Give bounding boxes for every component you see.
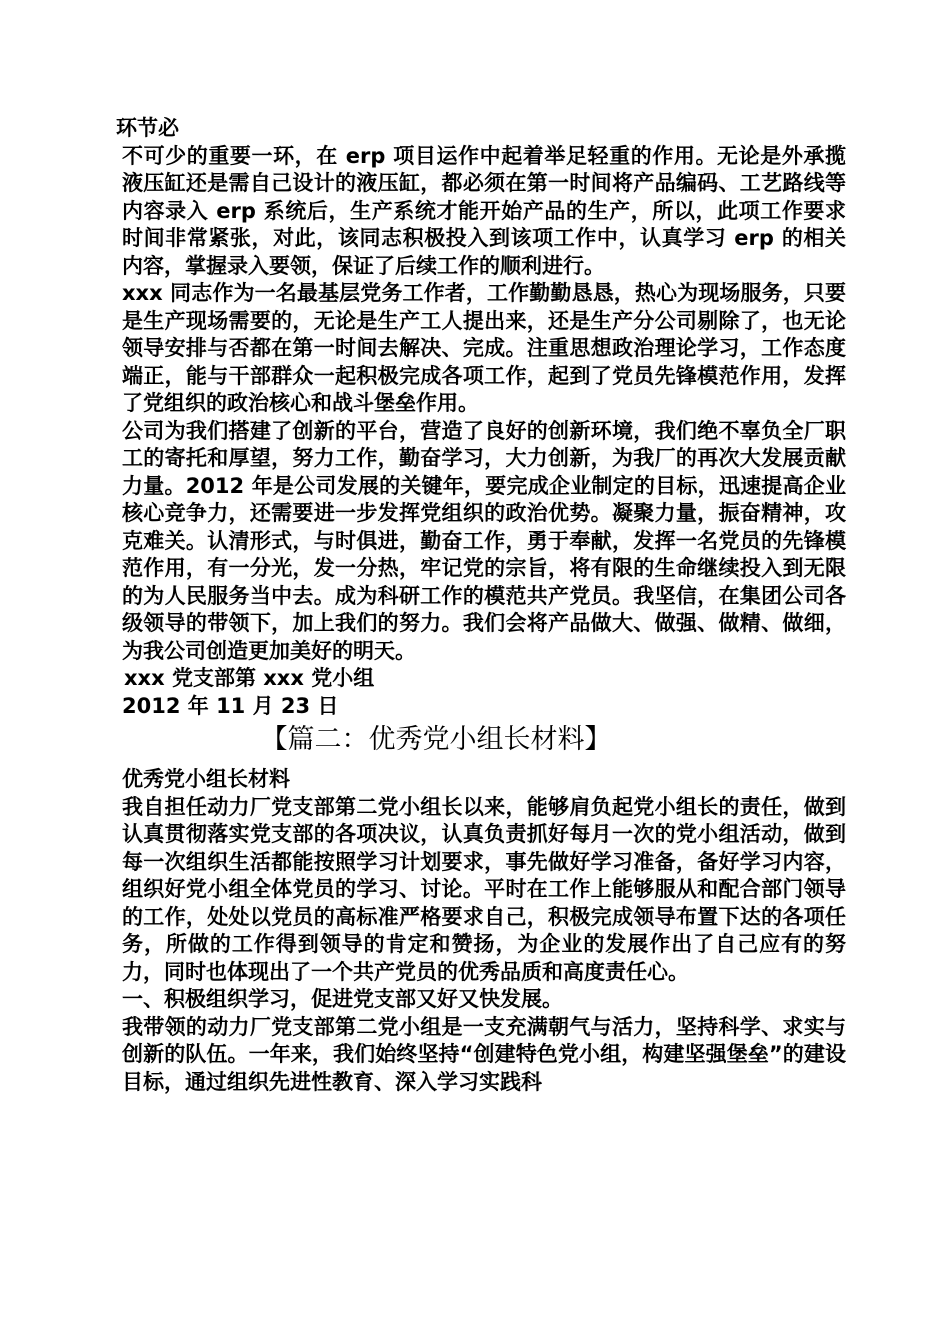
paragraph-erp-work: 不可少的重要一环，在 erp 项目运作中起着举足轻重的作用。无论是外承揽液压缸还是需自己设计的液压缸，都必须在第一时间将产品编码、工艺路线等内容录入 erp 系统后，生产系统才能开始产品的生产，所以，此项工作要求时间非常紧张，对此，该同志积极投入到该项工作中，认真学习 erp 的相关内容，掌握录入要领，保证了后续工作的顺利进行。 <box>122 143 846 278</box>
signature-line: xxx 党支部第 xxx 党小组 <box>124 666 375 690</box>
date-line: 2012 年 11 月 23 日 <box>122 693 339 718</box>
section-title: 【篇二：优秀党小组长材料】 <box>260 724 612 755</box>
document-page <box>116 115 846 1096</box>
paragraph-party-worker: xxx 同志作为一名最基层党务工作者，工作勤勤恳恳，热心为现场服务，只要是生产现场需要的，无论是生产工人提出来，还是生产分公司剔除了，也无论领导安排与否都在第一时间去解决、完成。注重思想政治理论学习，工作态度端正，能与干部群众一起积极完成各项工作，起到了党员先锋模范作用，发挥了党组织的政治核心和战斗堡垒作用。 <box>122 281 846 415</box>
paragraph-section-one-heading: 一、积极组织学习，促进党支部又好又快发展。 <box>122 987 563 1011</box>
paragraph-innovation: 公司为我们搭建了创新的平台，营造了良好的创新环境，我们绝不辜负全厂职工的寄托和厚望，努力工作，勤奋学习，大力创新，为我厂的再次大发展贡献力量。2012 年是公司发展的关键年，要完成企业制定的目标，迅速提高企业核心竞争力，还需要进一步发挥党组织的政治优势。凝聚力量，振奋精神，攻克难关。认清形式，与时俱进，勤奋工作，勇于奉献，发挥一名党员的先锋模范作用，有一分光，发一分热，牢记党的宗旨，将有限的生命继续投入到无限的为人民服务当中去。成为科研工作的模范共产党员。我坚信，在集团公司各级领导的带领下，加上我们的努力。我们会将产品做大、做强、做精、做细，为我公司创造更加美好的明天。 <box>122 418 846 663</box>
paragraph-fragment-heading: 环节必 <box>116 116 179 140</box>
paragraph-subheading: 优秀党小组长材料 <box>122 767 290 791</box>
paragraph-team-description: 我带领的动力厂党支部第二党小组是一支充满朝气与活力，坚持科学、求实与创新的队伍。一年来，我们始终坚持“创建特色党小组，构建坚强堡垒”的建设目标，通过组织先进性教育、深入学习实践科 <box>122 1014 846 1094</box>
paragraph-group-leader-intro: 我自担任动力厂党支部第二党小组长以来，能够肩负起党小组长的责任，做到认真贯彻落实党支部的各项决议，认真负责抓好每月一次的党小组活动，做到每一次组织生活都能按照学习计划要求，事先做好学习准备，备好学习内容，组织好党小组全体党员的学习、讨论。平时在工作上能够服从和配合部门领导的工作，处处以党员的高标准严格要求自己，积极完成领导布置下达的各项任务，所做的工作得到领导的肯定和赞扬，为企业的发展作出了自己应有的努力，同时也体现出了一个共产党员的优秀品质和高度责任心。 <box>122 794 846 984</box>
